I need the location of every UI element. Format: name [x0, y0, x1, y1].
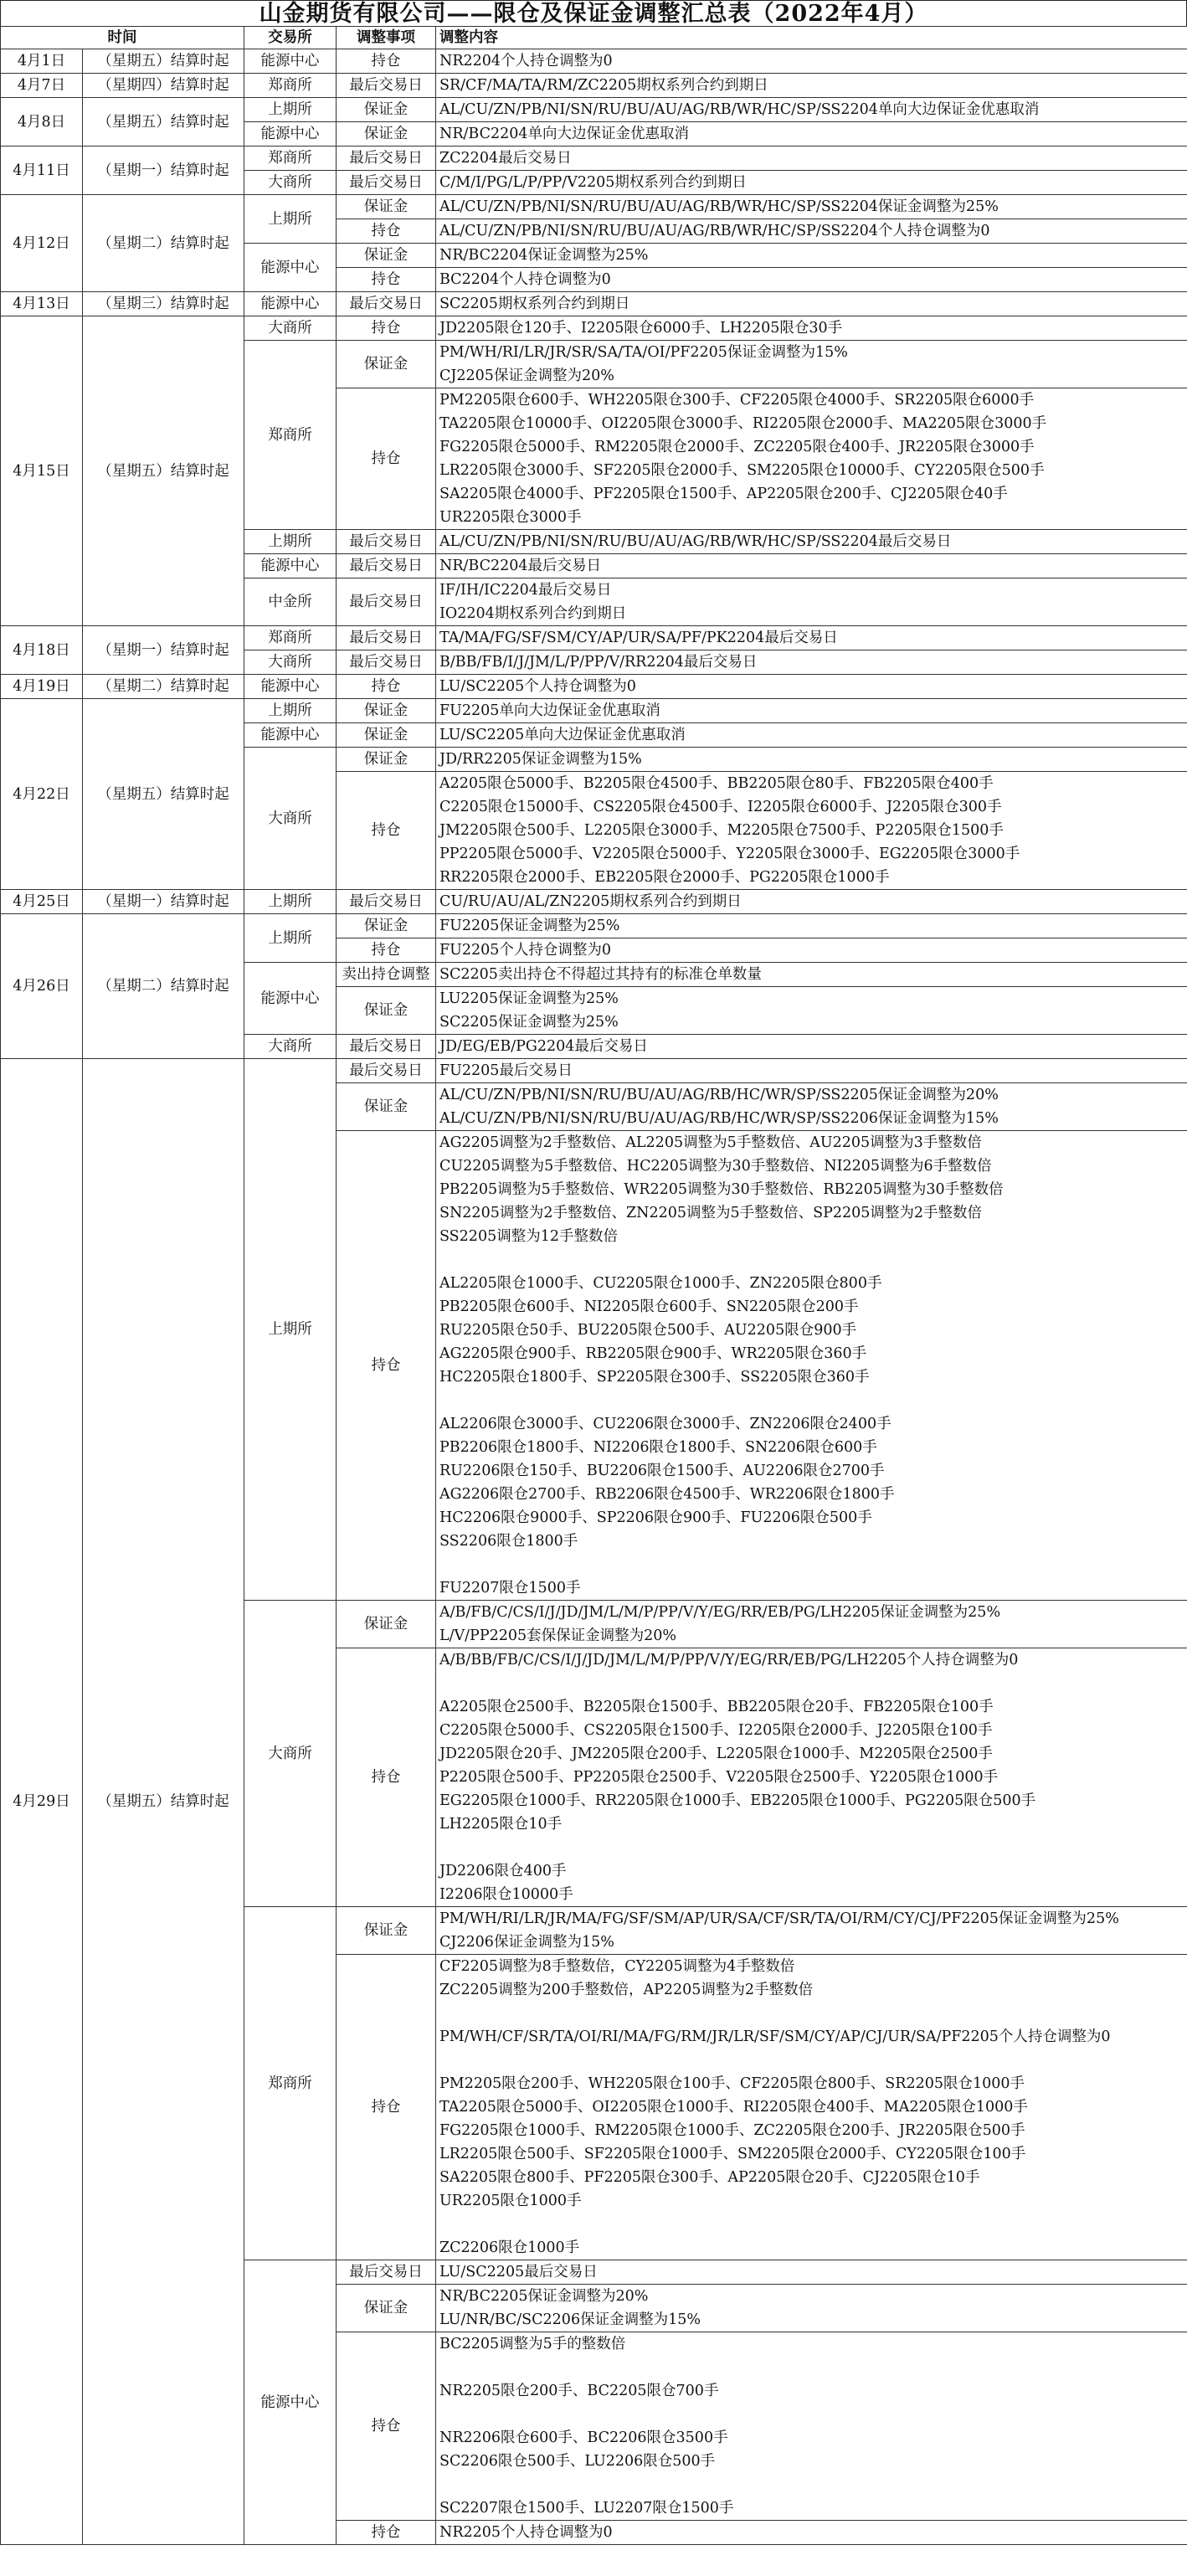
- content-cell: B/BB/FB/I/J/JM/L/P/PP/V/RR2204最后交易日: [436, 650, 1187, 675]
- content-cell: A/B/FB/C/CS/I/J/JD/JM/L/M/P/PP/V/Y/EG/RR/EB/PG/LH2205保证金调整为25% L/V/PP2205套保保证金调整为20%: [436, 1601, 1187, 1648]
- date-cell: 4月7日: [1, 74, 83, 98]
- content-cell: AL/CU/ZN/PB/NI/SN/RU/BU/AU/AG/RB/WR/HC/SP/SS2204单向大边保证金优惠取消: [436, 98, 1187, 122]
- exchange-cell: 中金所: [244, 578, 337, 626]
- header-content: 调整内容: [436, 27, 1187, 49]
- exchange-cell: 上期所: [244, 914, 337, 963]
- exchange-cell: 能源中心: [244, 675, 337, 699]
- exchange-cell: 上期所: [244, 890, 337, 914]
- table-row: [1, 195, 1187, 219]
- table-row: [1, 914, 1187, 938]
- content-cell: PM/WH/RI/LR/JR/MA/FG/SF/SM/AP/UR/SA/CF/SR/TA/OI/RM/CY/CJ/PF2205保证金调整为25% CJ2206保证金调整为15%: [436, 1907, 1187, 1955]
- table-row: [1, 316, 1187, 341]
- content-cell: NR2204个人持仓调整为0: [436, 49, 1187, 74]
- item-cell: 保证金: [337, 699, 436, 723]
- table-header-row: [1, 27, 1187, 49]
- item-cell: 最后交易日: [337, 1059, 436, 1083]
- exchange-cell: 上期所: [244, 530, 337, 554]
- item-cell: 保证金: [337, 98, 436, 122]
- header-item: 调整事项: [337, 27, 436, 49]
- item-cell: 保证金: [337, 341, 436, 388]
- item-cell: 持仓: [337, 2521, 436, 2545]
- exchange-cell: 能源中心: [244, 2260, 337, 2545]
- content-cell: SC2205期权系列合约到期日: [436, 292, 1187, 316]
- content-cell: NR/BC2204保证金调整为25%: [436, 244, 1187, 268]
- item-cell: 保证金: [337, 1601, 436, 1648]
- exchange-cell: 能源中心: [244, 122, 337, 147]
- exchange-cell: 大商所: [244, 748, 337, 890]
- item-cell: 最后交易日: [337, 147, 436, 171]
- exchange-cell: 郑商所: [244, 147, 337, 171]
- table-row: [1, 675, 1187, 699]
- date-cell: 4月29日: [1, 1059, 83, 2545]
- table-row: [1, 147, 1187, 171]
- table-row: [1, 626, 1187, 650]
- item-cell: 持仓: [337, 1131, 436, 1601]
- table-row: [1, 292, 1187, 316]
- header-time: 时间: [1, 27, 244, 49]
- exchange-cell: 上期所: [244, 98, 337, 122]
- table-row: [1, 74, 1187, 98]
- item-cell: 最后交易日: [337, 650, 436, 675]
- time-cell: （星期五）结算时起: [83, 1059, 244, 2545]
- content-cell: LU/SC2205最后交易日: [436, 2260, 1187, 2285]
- content-cell: CU/RU/AU/AL/ZN2205期权系列合约到期日: [436, 890, 1187, 914]
- item-cell: 持仓: [337, 1955, 436, 2260]
- content-cell: NR2205个人持仓调整为0: [436, 2521, 1187, 2545]
- content-cell: AG2205调整为2手整数倍、AL2205调整为5手整数倍、AU2205调整为3手整数倍 CU2205调整为5手整数倍、HC2205调整为30手整数倍、NI2205调整为6手整数倍 PB2205调整为5手整数倍、WR2205调整为30手整数倍、RB2205调整为30手整数倍 SN2205调整为2手整数倍、ZN2205调整为5手整数倍、SP2205调整为2手整数倍 SS2205调整为12手整数倍 AL2205限仓1000手、CU2205限仓1000手、ZN2205限仓800手 PB2205限仓600手、NI2205限仓600手、SN2205限仓200手 RU2205限仓50手、BU2205限仓500手、AU2205限仓900手 AG2205限仓900手、RB2205限仓900手、WR2205限仓360手 HC2205限仓1800手、SP2205限仓300手、SS2205限仓360手 AL2206限仓3000手、CU2206限仓3000手、ZN2206限仓2400手 PB2206限仓1800手、NI2206限仓1800手、SN2206限仓600手 RU2206限仓150手、BU2206限仓1500手、AU2206限仓2700手 AG2206限仓2700手、RB2206限仓4500手、WR2206限仓1800手 HC2206限仓9000手、SP2206限仓900手、FU2206限仓500手 SS2206限仓1800手 FU2207限仓1500手: [436, 1131, 1187, 1601]
- time-cell: （星期二）结算时起: [83, 675, 244, 699]
- time-cell: （星期一）结算时起: [83, 890, 244, 914]
- item-cell: 卖出持仓调整: [337, 963, 436, 987]
- content-cell: JD/EG/EB/PG2204最后交易日: [436, 1035, 1187, 1059]
- time-cell: （星期五）结算时起: [83, 699, 244, 890]
- exchange-cell: 郑商所: [244, 341, 337, 530]
- page-title: 山金期货有限公司——限仓及保证金调整汇总表（2022年4月）: [0, 0, 1187, 26]
- content-cell: AL/CU/ZN/PB/NI/SN/RU/BU/AU/AG/RB/HC/WR/SP/SS2205保证金调整为20% AL/CU/ZN/PB/NI/SN/RU/BU/AU/AG/RB/HC/WR/SP/SS2206保证金调整为15%: [436, 1083, 1187, 1131]
- content-cell: BC2205调整为5手的整数倍 NR2205限仓200手、BC2205限仓700手 NR2206限仓600手、BC2206限仓3500手 SC2206限仓500手、LU2206限仓500手 SC2207限仓1500手、LU2207限仓1500手: [436, 2332, 1187, 2521]
- content-cell: C/M/I/PG/L/P/PP/V2205期权系列合约到期日: [436, 171, 1187, 195]
- time-cell: （星期一）结算时起: [83, 626, 244, 675]
- item-cell: 最后交易日: [337, 554, 436, 578]
- exchange-cell: 大商所: [244, 650, 337, 675]
- content-cell: IF/IH/IC2204最后交易日 IO2204期权系列合约到期日: [436, 578, 1187, 626]
- content-cell: SC2205卖出持仓不得超过其持有的标准仓单数量: [436, 963, 1187, 987]
- exchange-cell: 郑商所: [244, 626, 337, 650]
- content-cell: FU2205单向大边保证金优惠取消: [436, 699, 1187, 723]
- exchange-cell: 能源中心: [244, 963, 337, 1035]
- table-row: [1, 1059, 1187, 1083]
- content-cell: FU2205个人持仓调整为0: [436, 938, 1187, 963]
- exchange-cell: 能源中心: [244, 723, 337, 748]
- time-cell: （星期二）结算时起: [83, 914, 244, 1059]
- item-cell: 保证金: [337, 1907, 436, 1955]
- content-cell: A2205限仓5000手、B2205限仓4500手、BB2205限仓80手、FB2205限仓400手 C2205限仓15000手、CS2205限仓4500手、I2205限仓6000手、J2205限仓300手 JM2205限仓500手、L2205限仓3000手、M2205限仓7500手、P2205限仓1500手 PP2205限仓5000手、V2205限仓5000手、Y2205限仓3000手、EG2205限仓3000手 RR2205限仓2000手、EB2205限仓2000手、PG2205限仓1000手: [436, 772, 1187, 890]
- table-row: [1, 49, 1187, 74]
- time-cell: （星期三）结算时起: [83, 292, 244, 316]
- date-cell: 4月15日: [1, 316, 83, 626]
- item-cell: 最后交易日: [337, 530, 436, 554]
- content-cell: AL/CU/ZN/PB/NI/SN/RU/BU/AU/AG/RB/WR/HC/SP/SS2204保证金调整为25%: [436, 195, 1187, 219]
- exchange-cell: 能源中心: [244, 292, 337, 316]
- item-cell: 持仓: [337, 772, 436, 890]
- time-cell: （星期五）结算时起: [83, 49, 244, 74]
- table-row: [1, 890, 1187, 914]
- item-cell: 持仓: [337, 388, 436, 530]
- item-cell: 持仓: [337, 316, 436, 341]
- item-cell: 保证金: [337, 1083, 436, 1131]
- item-cell: 持仓: [337, 938, 436, 963]
- content-cell: A/B/BB/FB/C/CS/I/J/JD/JM/L/M/P/PP/V/Y/EG/RR/EB/PG/LH2205个人持仓调整为0 A2205限仓2500手、B2205限仓1500手、BB2205限仓20手、FB2205限仓100手 C2205限仓5000手、CS2205限仓1500手、I2205限仓2000手、J2205限仓100手 JD2205限仓20手、JM2205限仓200手、L2205限仓1000手、M2205限仓2500手 P2205限仓500手、PP2205限仓2500手、V2205限仓2500手、Y2205限仓1000手 EG2205限仓1000手、RR2205限仓1000手、EB2205限仓1000手、PG2205限仓500手 LH2205限仓10手 JD2206限仓400手 I2206限仓10000手: [436, 1648, 1187, 1907]
- item-cell: 保证金: [337, 748, 436, 772]
- item-cell: 保证金: [337, 2285, 436, 2332]
- content-cell: NR/BC2204最后交易日: [436, 554, 1187, 578]
- content-cell: BC2204个人持仓调整为0: [436, 268, 1187, 292]
- date-cell: 4月11日: [1, 147, 83, 195]
- item-cell: 最后交易日: [337, 578, 436, 626]
- item-cell: 保证金: [337, 195, 436, 219]
- exchange-cell: 上期所: [244, 195, 337, 244]
- date-cell: 4月1日: [1, 49, 83, 74]
- item-cell: 保证金: [337, 244, 436, 268]
- item-cell: 持仓: [337, 219, 436, 244]
- item-cell: 最后交易日: [337, 2260, 436, 2285]
- item-cell: 持仓: [337, 268, 436, 292]
- content-cell: PM2205限仓600手、WH2205限仓300手、CF2205限仓4000手、SR2205限仓6000手 TA2205限仓10000手、OI2205限仓3000手、RI2205限仓2000手、MA2205限仓3000手 FG2205限仓5000手、RM2205限仓2000手、ZC2205限仓400手、JR2205限仓3000手 LR2205限仓3000手、SF2205限仓2000手、SM2205限仓10000手、CY2205限仓500手 SA2205限仓4000手、PF2205限仓1500手、AP2205限仓200手、CJ2205限仓40手 UR2205限仓3000手: [436, 388, 1187, 530]
- time-cell: （星期四）结算时起: [83, 74, 244, 98]
- exchange-cell: 大商所: [244, 1035, 337, 1059]
- content-cell: FU2205保证金调整为25%: [436, 914, 1187, 938]
- exchange-cell: 郑商所: [244, 1907, 337, 2260]
- item-cell: 持仓: [337, 675, 436, 699]
- time-cell: （星期二）结算时起: [83, 195, 244, 292]
- exchange-cell: 上期所: [244, 1059, 337, 1601]
- exchange-cell: 能源中心: [244, 49, 337, 74]
- exchange-cell: 大商所: [244, 1601, 337, 1907]
- item-cell: 最后交易日: [337, 890, 436, 914]
- adjustment-table: [0, 26, 1187, 2545]
- exchange-cell: 能源中心: [244, 244, 337, 292]
- item-cell: 持仓: [337, 2332, 436, 2521]
- item-cell: 最后交易日: [337, 626, 436, 650]
- date-cell: 4月19日: [1, 675, 83, 699]
- content-cell: NR/BC2205保证金调整为20% LU/NR/BC/SC2206保证金调整为15%: [436, 2285, 1187, 2332]
- date-cell: 4月22日: [1, 699, 83, 890]
- item-cell: 保证金: [337, 122, 436, 147]
- date-cell: 4月26日: [1, 914, 83, 1059]
- exchange-cell: 上期所: [244, 699, 337, 723]
- content-cell: SR/CF/MA/TA/RM/ZC2205期权系列合约到期日: [436, 74, 1187, 98]
- table-row: [1, 98, 1187, 122]
- content-cell: AL/CU/ZN/PB/NI/SN/RU/BU/AU/AG/RB/WR/HC/SP/SS2204最后交易日: [436, 530, 1187, 554]
- date-cell: 4月8日: [1, 98, 83, 147]
- date-cell: 4月12日: [1, 195, 83, 292]
- content-cell: ZC2204最后交易日: [436, 147, 1187, 171]
- exchange-cell: 大商所: [244, 171, 337, 195]
- item-cell: 最后交易日: [337, 292, 436, 316]
- exchange-cell: 大商所: [244, 316, 337, 341]
- item-cell: 持仓: [337, 49, 436, 74]
- content-cell: PM/WH/RI/LR/JR/SR/SA/TA/OI/PF2205保证金调整为15% CJ2205保证金调整为20%: [436, 341, 1187, 388]
- item-cell: 持仓: [337, 1648, 436, 1907]
- content-cell: NR/BC2204单向大边保证金优惠取消: [436, 122, 1187, 147]
- item-cell: 最后交易日: [337, 171, 436, 195]
- item-cell: 保证金: [337, 987, 436, 1035]
- item-cell: 保证金: [337, 723, 436, 748]
- content-cell: LU2205保证金调整为25% SC2205保证金调整为25%: [436, 987, 1187, 1035]
- time-cell: （星期五）结算时起: [83, 316, 244, 626]
- content-cell: CF2205调整为8手整数倍，CY2205调整为4手整数倍 ZC2205调整为200手整数倍，AP2205调整为2手整数倍 PM/WH/CF/SR/TA/OI/RI/MA/FG/RM/JR/LR/SF/SM/CY/AP/CJ/UR/SA/PF2205个人持仓调整为0 PM2205限仓200手、WH2205限仓100手、CF2205限仓800手、SR2205限仓1000手 TA2205限仓5000手、OI2205限仓1000手、RI2205限仓400手、MA2205限仓1000手 FG2205限仓1000手、RM2205限仓1000手、ZC2205限仓200手、JR2205限仓500手 LR2205限仓500手、SF2205限仓1000手、SM2205限仓2000手、CY2205限仓100手 SA2205限仓800手、PF2205限仓300手、AP2205限仓20手、CJ2205限仓10手 UR2205限仓1000手 ZC2206限仓1000手: [436, 1955, 1187, 2260]
- time-cell: （星期五）结算时起: [83, 98, 244, 147]
- content-cell: TA/MA/FG/SF/SM/CY/AP/UR/SA/PF/PK2204最后交易日: [436, 626, 1187, 650]
- content-cell: AL/CU/ZN/PB/NI/SN/RU/BU/AU/AG/RB/WR/HC/SP/SS2204个人持仓调整为0: [436, 219, 1187, 244]
- date-cell: 4月25日: [1, 890, 83, 914]
- date-cell: 4月13日: [1, 292, 83, 316]
- content-cell: LU/SC2205单向大边保证金优惠取消: [436, 723, 1187, 748]
- content-cell: JD/RR2205保证金调整为15%: [436, 748, 1187, 772]
- item-cell: 最后交易日: [337, 74, 436, 98]
- exchange-cell: 郑商所: [244, 74, 337, 98]
- content-cell: LU/SC2205个人持仓调整为0: [436, 675, 1187, 699]
- header-exchange: 交易所: [244, 27, 337, 49]
- date-cell: 4月18日: [1, 626, 83, 675]
- exchange-cell: 能源中心: [244, 554, 337, 578]
- content-cell: FU2205最后交易日: [436, 1059, 1187, 1083]
- table-row: [1, 699, 1187, 723]
- content-cell: JD2205限仓120手、I2205限仓6000手、LH2205限仓30手: [436, 316, 1187, 341]
- item-cell: 最后交易日: [337, 1035, 436, 1059]
- time-cell: （星期一）结算时起: [83, 147, 244, 195]
- item-cell: 保证金: [337, 914, 436, 938]
